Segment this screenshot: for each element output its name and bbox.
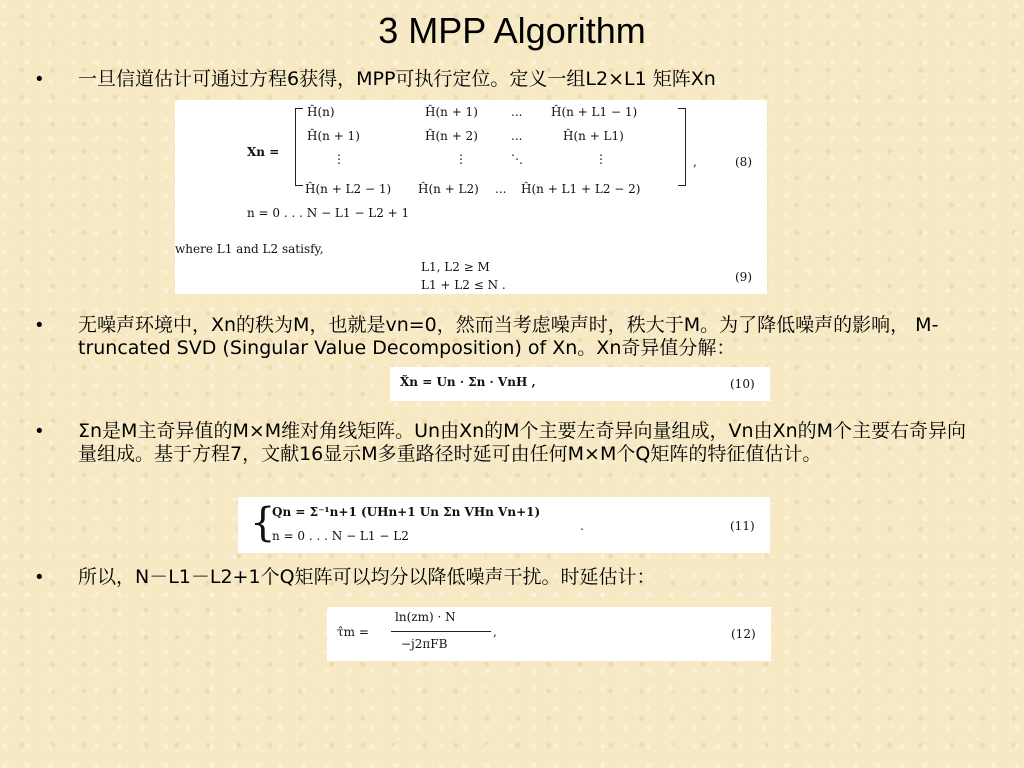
eq12-comma: , (493, 625, 497, 639)
eq8-cell: Ĥ(n) (307, 105, 335, 119)
eq11-line2: n = 0 . . . N − L1 − L2 (272, 529, 409, 543)
eq11-number: (11) (730, 519, 755, 533)
eq8-cell: ⋱ (511, 152, 523, 166)
eq8-cell: ⋮ (595, 152, 607, 166)
bullet-text: 无噪声环境中，Xn的秩为M，也就是vn=0，然而当考虑噪声时，秩大于M。为了降低噪声的影响， M-truncated SVD (Singular Value Decomposition) of Xn。Xn奇异值分解： (78, 314, 939, 359)
eq12-fraction-bar (391, 631, 491, 632)
eq11-dot: . (580, 519, 584, 533)
equation-11-box (238, 497, 770, 553)
eq8-cell: ... (511, 129, 523, 143)
slide-title: 3 MPP Algorithm (378, 10, 646, 51)
eq8-cell: ... (511, 105, 523, 119)
eq10-number: (10) (730, 377, 755, 391)
eq8-cell: Ĥ(n + L1 − 1) (551, 105, 638, 119)
eq8-cell: Ĥ(n + L1) (563, 129, 624, 143)
eq9-number: (9) (735, 270, 752, 284)
eq8-cell: Ĥ(n + L2) (418, 182, 479, 196)
eq12-numerator: ln(zm) · N (395, 610, 456, 624)
eq8-range: n = 0 . . . N − L1 − L2 + 1 (247, 206, 410, 220)
eq8-cell: ⋮ (333, 152, 345, 166)
eq8-cell: Ĥ(n + L2 − 1) (305, 182, 392, 196)
equation-10-box (390, 367, 770, 401)
eq9-intro: where L1 and L2 satisfy, (175, 242, 324, 256)
bullet-dot: • (36, 315, 43, 336)
equation-8-9-box (175, 100, 767, 294)
eq8-cell: ⋮ (455, 152, 467, 166)
eq12-denominator: −j2πFB (401, 637, 448, 651)
bullet-dot: • (36, 567, 43, 588)
eq10-text: X̃n = Un · Σn · VnH , (400, 375, 536, 389)
eq8-number: (8) (735, 155, 752, 169)
eq8-lhs: Xn = (247, 145, 280, 159)
eq8-cell: Ĥ(n + 1) (425, 105, 478, 119)
eq11-line1: Qn = Σ⁻¹n+1 (UHn+1 Un Σn VHn Vn+1) (272, 505, 541, 519)
eq8-cell: Ĥ(n + 2) (425, 129, 478, 143)
eq12-number: (12) (731, 627, 756, 641)
eq11-brace: { (250, 500, 276, 546)
eq8-left-bracket (295, 108, 303, 186)
bullet-text: 一旦信道估计可通过方程6获得，MPP可执行定位。定义一组L2×L1 矩阵Xn (78, 68, 716, 90)
eq8-cell: Ĥ(n + 1) (307, 129, 360, 143)
eq9-line1: L1, L2 ≥ M (421, 260, 490, 274)
equation-12-box (327, 607, 771, 661)
eq8-comma: , (693, 155, 697, 169)
bullet-dot: • (36, 69, 43, 90)
eq8-right-bracket (678, 108, 686, 186)
eq12-lhs: τ̂m = (337, 625, 369, 639)
bullet-text: 所以，N－L1－L2+1个Q矩阵可以均分以降低噪声干扰。时延估计： (78, 566, 656, 588)
eq8-cell: ... (495, 182, 507, 196)
eq9-line2: L1 + L2 ≤ N . (421, 278, 506, 292)
bullet-text: Σn是M主奇异值的M×M维对角线矩阵。Un由Xn的M个主要左奇异向量组成，Vn由Xn的M个主要右奇异向量组成。基于方程7，文献16显示M多重路径时延可由任何M×M个Q矩阵的特征值估计。 (78, 420, 967, 465)
bullet-dot: • (36, 421, 43, 442)
eq8-cell: Ĥ(n + L1 + L2 − 2) (521, 182, 641, 196)
